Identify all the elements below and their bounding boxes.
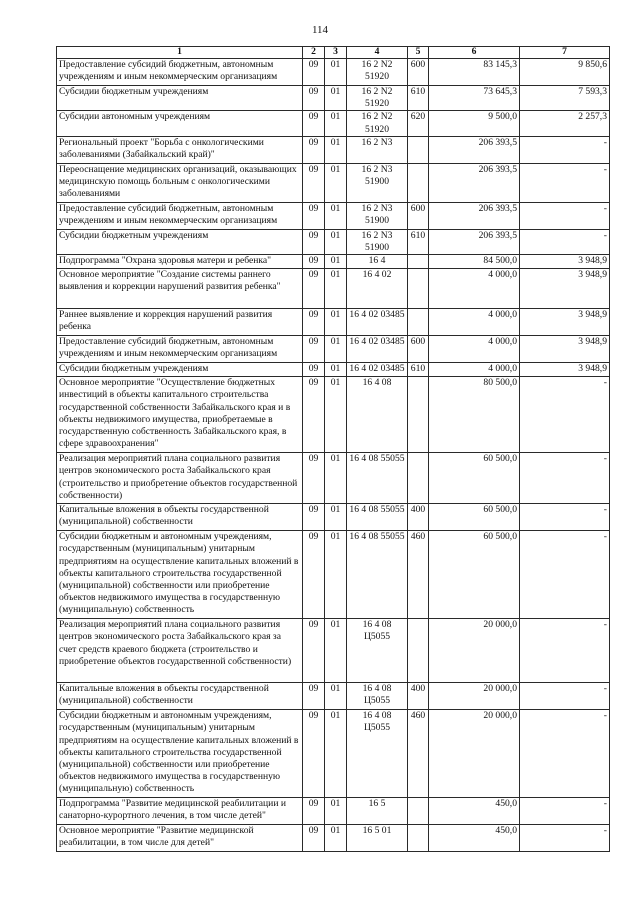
row-amount-total: 9 500,0 <box>429 111 520 136</box>
row-expense-type: 610 <box>408 86 429 111</box>
row-amount-federal: - <box>520 504 610 531</box>
row-name: Субсидии бюджетным учреждениям <box>57 86 303 111</box>
row-expense-type <box>408 255 429 269</box>
row-section: 09 <box>303 363 325 377</box>
header-col-1: 1 <box>57 47 303 59</box>
table-row <box>57 309 610 336</box>
row-expense-type: 400 <box>408 504 429 531</box>
row-target-article: 16 4 08 <box>347 377 408 453</box>
row-section: 09 <box>303 163 325 202</box>
header-col-2: 2 <box>303 47 325 59</box>
row-subsection: 01 <box>325 619 347 683</box>
row-name: Раннее выявление и коррекция нарушений развития ребенка <box>57 309 303 336</box>
budget-table <box>56 46 610 852</box>
row-subsection: 01 <box>325 825 347 852</box>
row-target-article: 16 4 02 03485 <box>347 309 408 336</box>
row-section: 09 <box>303 531 325 619</box>
table-row <box>57 504 610 531</box>
row-target-article: 16 2 N2 51920 <box>347 86 408 111</box>
row-expense-type: 610 <box>408 363 429 377</box>
row-target-article: 16 4 08 55055 <box>347 531 408 619</box>
table-row <box>57 136 610 163</box>
row-name: Субсидии бюджетным учреждениям <box>57 229 303 254</box>
row-expense-type <box>408 453 429 504</box>
row-section: 09 <box>303 798 325 825</box>
row-target-article: 16 5 <box>347 798 408 825</box>
row-subsection: 01 <box>325 363 347 377</box>
row-subsection: 01 <box>325 59 347 86</box>
row-section: 09 <box>303 453 325 504</box>
row-target-article: 16 5 01 <box>347 825 408 852</box>
row-target-article: 16 2 N3 <box>347 136 408 163</box>
row-target-article: 16 4 02 03485 <box>347 363 408 377</box>
row-amount-total: 84 500,0 <box>429 255 520 269</box>
row-section: 09 <box>303 86 325 111</box>
row-section: 09 <box>303 504 325 531</box>
row-target-article: 16 2 N3 51900 <box>347 163 408 202</box>
row-amount-federal: - <box>520 377 610 453</box>
row-expense-type <box>408 163 429 202</box>
row-name: Основное мероприятие "Осуществление бюджетных инвестиций в объекты капитального строительства государственной собственности Забайкальского края и в объекты недвижимого имущества, приобретаемые в государственную собственность Забайкальского края, в сфере здравоохранения" <box>57 377 303 453</box>
row-subsection: 01 <box>325 683 347 710</box>
table-row <box>57 59 610 86</box>
row-section: 09 <box>303 377 325 453</box>
row-subsection: 01 <box>325 377 347 453</box>
table-row <box>57 683 610 710</box>
row-section: 09 <box>303 229 325 254</box>
row-section: 09 <box>303 336 325 363</box>
row-name: Переоснащение медицинских организаций, оказывающих медицинскую помощь больным с онкологическими заболеваниями <box>57 163 303 202</box>
row-amount-federal: - <box>520 798 610 825</box>
header-col-6: 6 <box>429 47 520 59</box>
row-target-article: 16 4 02 <box>347 269 408 309</box>
row-amount-federal: 3 948,9 <box>520 363 610 377</box>
row-expense-type <box>408 377 429 453</box>
row-subsection: 01 <box>325 309 347 336</box>
row-name: Капитальные вложения в объекты государственной (муниципальной) собственности <box>57 683 303 710</box>
row-amount-total: 4 000,0 <box>429 363 520 377</box>
row-expense-type <box>408 825 429 852</box>
row-target-article: 16 4 08 55055 <box>347 504 408 531</box>
row-amount-federal: - <box>520 710 610 798</box>
row-amount-total: 73 645,3 <box>429 86 520 111</box>
row-target-article: 16 4 02 03485 <box>347 336 408 363</box>
table-row <box>57 255 610 269</box>
row-section: 09 <box>303 683 325 710</box>
row-expense-type: 600 <box>408 59 429 86</box>
row-target-article: 16 4 08 Ц5055 <box>347 619 408 683</box>
row-amount-total: 60 500,0 <box>429 531 520 619</box>
row-subsection: 01 <box>325 798 347 825</box>
header-col-3: 3 <box>325 47 347 59</box>
row-subsection: 01 <box>325 504 347 531</box>
row-amount-federal: - <box>520 136 610 163</box>
row-expense-type <box>408 309 429 336</box>
row-section: 09 <box>303 309 325 336</box>
row-name: Субсидии бюджетным учреждениям <box>57 363 303 377</box>
table-row <box>57 229 610 254</box>
row-target-article: 16 2 N2 51920 <box>347 111 408 136</box>
row-target-article: 16 4 08 55055 <box>347 453 408 504</box>
header-row <box>57 47 610 59</box>
table-row <box>57 202 610 229</box>
row-name: Основное мероприятие "Развитие медицинской реабилитации, в том числе для детей" <box>57 825 303 852</box>
row-amount-federal: - <box>520 453 610 504</box>
row-target-article: 16 2 N2 51920 <box>347 59 408 86</box>
table-row <box>57 453 610 504</box>
row-name: Капитальные вложения в объекты государственной (муниципальной) собственности <box>57 504 303 531</box>
table-row <box>57 619 610 683</box>
row-subsection: 01 <box>325 336 347 363</box>
row-expense-type: 600 <box>408 202 429 229</box>
row-section: 09 <box>303 136 325 163</box>
row-amount-total: 20 000,0 <box>429 710 520 798</box>
row-expense-type <box>408 619 429 683</box>
row-section: 09 <box>303 202 325 229</box>
row-subsection: 01 <box>325 255 347 269</box>
row-amount-total: 60 500,0 <box>429 504 520 531</box>
row-amount-total: 60 500,0 <box>429 453 520 504</box>
row-name: Основное мероприятие "Создание системы раннего выявления и коррекции нарушений развития ребенка" <box>57 269 303 309</box>
row-amount-total: 450,0 <box>429 825 520 852</box>
row-name: Предоставление субсидий бюджетным, автономным учреждениям и иным некоммерческим организациям <box>57 202 303 229</box>
table-row <box>57 336 610 363</box>
row-amount-total: 206 393,5 <box>429 202 520 229</box>
row-amount-federal: - <box>520 531 610 619</box>
row-name: Реализация мероприятий плана социального развития центров экономического роста Забайкальского края (строительство и приобретение объектов государственной собственности) <box>57 453 303 504</box>
row-subsection: 01 <box>325 136 347 163</box>
row-expense-type: 460 <box>408 710 429 798</box>
row-section: 09 <box>303 825 325 852</box>
row-section: 09 <box>303 111 325 136</box>
row-section: 09 <box>303 269 325 309</box>
table-row <box>57 798 610 825</box>
row-amount-federal: - <box>520 683 610 710</box>
row-amount-federal: 7 593,3 <box>520 86 610 111</box>
row-target-article: 16 4 08 Ц5055 <box>347 683 408 710</box>
row-amount-total: 83 145,3 <box>429 59 520 86</box>
row-amount-federal: 3 948,9 <box>520 309 610 336</box>
row-amount-total: 206 393,5 <box>429 163 520 202</box>
table-row <box>57 269 610 309</box>
row-target-article: 16 4 08 Ц5055 <box>347 710 408 798</box>
table-row <box>57 363 610 377</box>
row-target-article: 16 4 <box>347 255 408 269</box>
table-row <box>57 531 610 619</box>
row-name: Субсидии автономным учреждениям <box>57 111 303 136</box>
row-subsection: 01 <box>325 710 347 798</box>
row-expense-type: 610 <box>408 229 429 254</box>
row-expense-type: 460 <box>408 531 429 619</box>
row-amount-total: 4 000,0 <box>429 269 520 309</box>
row-amount-total: 20 000,0 <box>429 619 520 683</box>
table-row <box>57 825 610 852</box>
row-expense-type <box>408 269 429 309</box>
row-expense-type <box>408 136 429 163</box>
row-amount-federal: 3 948,9 <box>520 336 610 363</box>
row-section: 09 <box>303 255 325 269</box>
row-amount-total: 4 000,0 <box>429 336 520 363</box>
row-subsection: 01 <box>325 531 347 619</box>
header-col-4: 4 <box>347 47 408 59</box>
row-name: Подпрограмма "Развитие медицинской реабилитации и санаторно-курортного лечения, в том числе детей" <box>57 798 303 825</box>
table-row <box>57 86 610 111</box>
row-expense-type: 600 <box>408 336 429 363</box>
row-subsection: 01 <box>325 453 347 504</box>
row-amount-federal: 3 948,9 <box>520 255 610 269</box>
page-number: 114 <box>311 24 329 36</box>
row-section: 09 <box>303 59 325 86</box>
row-amount-federal: - <box>520 163 610 202</box>
row-amount-federal: - <box>520 202 610 229</box>
row-amount-federal: - <box>520 825 610 852</box>
row-amount-total: 206 393,5 <box>429 136 520 163</box>
row-amount-federal: 3 948,9 <box>520 269 610 309</box>
row-amount-federal: - <box>520 229 610 254</box>
row-name: Субсидии бюджетным и автономным учреждениям, государственным (муниципальным) унитарным предприятиям на осуществление капитальных вложений в объекты капитального строительства государственной (муниципальной) собственности или приобретение объектов недвижимого имущества в государственную (муниципальную) собственность <box>57 710 303 798</box>
row-name: Региональный проект "Борьба с онкологическими заболеваниями (Забайкальский край)" <box>57 136 303 163</box>
row-name: Подпрограмма "Охрана здоровья матери и ребенка" <box>57 255 303 269</box>
row-subsection: 01 <box>325 163 347 202</box>
row-amount-total: 4 000,0 <box>429 309 520 336</box>
row-target-article: 16 2 N3 51900 <box>347 202 408 229</box>
row-amount-federal: 9 850,6 <box>520 59 610 86</box>
row-expense-type: 400 <box>408 683 429 710</box>
row-subsection: 01 <box>325 111 347 136</box>
row-name: Предоставление субсидий бюджетным, автономным учреждениям и иным некоммерческим организациям <box>57 59 303 86</box>
row-subsection: 01 <box>325 202 347 229</box>
header-col-5: 5 <box>408 47 429 59</box>
row-name: Субсидии бюджетным и автономным учреждениям, государственным (муниципальным) унитарным предприятиям на осуществление капитальных вложений в объекты капитального строительства государственной (муниципальной) собственности или приобретение объектов недвижимого имущества в государственную (муниципальную) собственность <box>57 531 303 619</box>
row-section: 09 <box>303 619 325 683</box>
row-amount-total: 20 000,0 <box>429 683 520 710</box>
row-amount-federal: - <box>520 619 610 683</box>
row-amount-total: 80 500,0 <box>429 377 520 453</box>
row-target-article: 16 2 N3 51900 <box>347 229 408 254</box>
table-row <box>57 377 610 453</box>
row-name: Предоставление субсидий бюджетным, автономным учреждениям и иным некоммерческим организациям <box>57 336 303 363</box>
row-section: 09 <box>303 710 325 798</box>
row-subsection: 01 <box>325 86 347 111</box>
row-name: Реализация мероприятий плана социального развития центров экономического роста Забайкальского края за счет средств краевого бюджета (строительство и приобретение объектов государственной собственности) <box>57 619 303 683</box>
table-row <box>57 111 610 136</box>
row-expense-type <box>408 798 429 825</box>
table-row <box>57 710 610 798</box>
row-expense-type: 620 <box>408 111 429 136</box>
row-amount-federal: 2 257,3 <box>520 111 610 136</box>
row-subsection: 01 <box>325 229 347 254</box>
row-amount-total: 450,0 <box>429 798 520 825</box>
header-col-7: 7 <box>520 47 610 59</box>
row-amount-total: 206 393,5 <box>429 229 520 254</box>
row-subsection: 01 <box>325 269 347 309</box>
table-row <box>57 163 610 202</box>
